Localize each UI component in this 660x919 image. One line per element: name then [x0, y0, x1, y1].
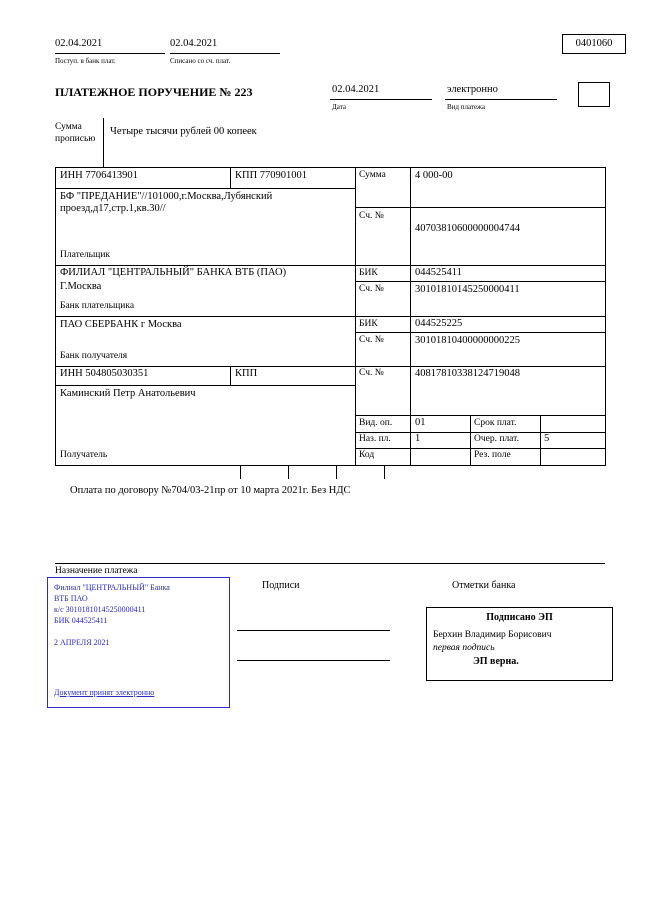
amount-words-label-1: Сумма: [55, 122, 82, 132]
purpose-underline: [55, 563, 605, 564]
payer-bank-name-line2: Г.Москва: [60, 281, 102, 292]
payee-bank-account-label: Сч. №: [359, 335, 384, 345]
debited-date: 02.04.2021: [170, 38, 218, 49]
op-type-value: 01: [415, 417, 426, 428]
divider-line: [355, 207, 605, 208]
document-date-underline: [330, 99, 432, 100]
document-title: ПЛАТЕЖНОЕ ПОРУЧЕНИЕ № 223: [55, 85, 253, 99]
divider-line: [355, 432, 605, 433]
payer-bank-account-label: Сч. №: [359, 284, 384, 294]
payee-bank-bik-label: БИК: [359, 319, 378, 329]
received-label: Поступ. в банк плат.: [55, 57, 116, 65]
stamp-footer: Документ принят электронно: [54, 688, 155, 697]
electronic-signature-box: [426, 607, 613, 681]
amount-words-value: Четыре тысячи рублей 00 копеек: [110, 126, 257, 137]
payer-section-label: Плательщик: [60, 250, 111, 260]
payer-bank-account: 30101810145250000411: [415, 284, 520, 295]
field-tick: [288, 465, 289, 479]
sum-value: 4 000-00: [415, 170, 453, 181]
divider-line: [55, 265, 605, 266]
payee-bank-name: ПАО СБЕРБАНК г Москва: [60, 319, 182, 330]
pay-term-label: Срок плат.: [474, 418, 517, 428]
purpose-text: Оплата по договору №704/03-21пр от 10 марта 2021г. Без НДС: [70, 485, 351, 496]
payer-bank-bik: 044525411: [415, 267, 462, 278]
code-label: Код: [359, 450, 375, 460]
divider-line: [355, 448, 605, 449]
divider-line: [55, 385, 355, 386]
payment-type-value: электронно: [447, 84, 498, 95]
purpose-code-label: Наз. пл.: [359, 434, 391, 444]
divider-line: [355, 415, 605, 416]
op-type-label: Вид. оп.: [359, 418, 393, 428]
ep-signature-kind: первая подпись: [433, 643, 495, 653]
priority-label: Очер. плат.: [474, 434, 519, 444]
payment-type-label: Вид платежа: [447, 103, 486, 111]
form-code-box: [562, 34, 626, 54]
bank-marks-title: Отметки банка: [452, 580, 516, 591]
payee-account: 40817810338124719048: [415, 368, 520, 379]
signatures-title: Подписи: [262, 580, 300, 591]
ep-title: Подписано ЭП: [486, 612, 553, 623]
received-underline: [55, 53, 165, 54]
payer-bank-section-label: Банк плательщика: [60, 301, 135, 311]
debited-underline: [170, 53, 280, 54]
payer-name: БФ "ПРЕДАНИЕ"//101000,г.Москва,Лубянский проезд,д17,стр.1,кв.30//: [60, 191, 273, 215]
field-tick: [384, 465, 385, 479]
priority-value: 5: [544, 433, 550, 444]
purpose-code-value: 1: [415, 433, 421, 444]
bank-stamp: [47, 577, 230, 708]
divider-line: [540, 415, 541, 465]
ep-signer: Берхин Владимир Борисович: [433, 630, 552, 640]
purpose-label: Назначение платежа: [55, 566, 138, 576]
stamp-corr-account: к/с 30101810145250000411: [54, 605, 146, 614]
payer-inn: ИНН 7706413901: [60, 170, 138, 181]
payer-kpp: КПП 770901001: [235, 170, 308, 181]
divider-line: [230, 167, 231, 188]
payer-account: 40703810600000004744: [415, 223, 520, 234]
amount-words-divider: [103, 118, 104, 167]
divider-line: [55, 366, 605, 367]
divider-line: [355, 332, 605, 333]
signature-line-2: [237, 660, 390, 661]
stamp-line-2: ВТБ ПАО: [54, 594, 88, 603]
payer-bank-name-line1: ФИЛИАЛ "ЦЕНТРАЛЬНЫЙ" БАНКА ВТБ (ПАО): [60, 267, 287, 278]
signature-line-1: [237, 630, 390, 631]
header-empty-box: [578, 82, 610, 107]
divider-line: [355, 281, 605, 282]
payee-name: Каминский Петр Анатольевич: [60, 388, 196, 399]
document-date: 02.04.2021: [332, 84, 380, 95]
field-tick: [336, 465, 337, 479]
field-tick: [240, 465, 241, 479]
payer-bank-bik-label: БИК: [359, 268, 378, 278]
divider-line: [410, 167, 411, 465]
payee-account-label: Сч. №: [359, 368, 384, 378]
ep-verified: ЭП верна.: [473, 656, 519, 667]
form-code: 0401060: [575, 38, 613, 49]
stamp-date: 2 АПРЕЛЯ 2021: [54, 638, 110, 647]
amount-words-label-2: прописью: [55, 134, 96, 144]
divider-line: [230, 366, 231, 385]
debited-label: Списано со сч. плат.: [170, 57, 231, 65]
divider-line: [55, 188, 355, 189]
payee-bank-account: 30101810400000000225: [415, 335, 520, 346]
sum-label: Сумма: [359, 170, 386, 180]
stamp-line-1: Филиал "ЦЕНТРАЛЬНЫЙ" Банка: [54, 583, 170, 592]
payee-inn: ИНН 504805030351: [60, 368, 149, 379]
payee-section-label: Получатель: [60, 450, 108, 460]
received-date: 02.04.2021: [55, 38, 103, 49]
payee-kpp-label: КПП: [235, 368, 258, 379]
stamp-bik: БИК 044525411: [54, 616, 108, 625]
divider-line: [355, 167, 356, 465]
divider-line: [470, 415, 471, 465]
document-date-label: Дата: [332, 103, 346, 111]
payment-type-underline: [445, 99, 557, 100]
payee-bank-bik: 044525225: [415, 318, 463, 329]
payer-account-label: Сч. №: [359, 211, 384, 221]
payee-bank-section-label: Банк получателя: [60, 351, 128, 361]
divider-line: [55, 316, 605, 317]
reserve-label: Рез. поле: [474, 450, 511, 460]
